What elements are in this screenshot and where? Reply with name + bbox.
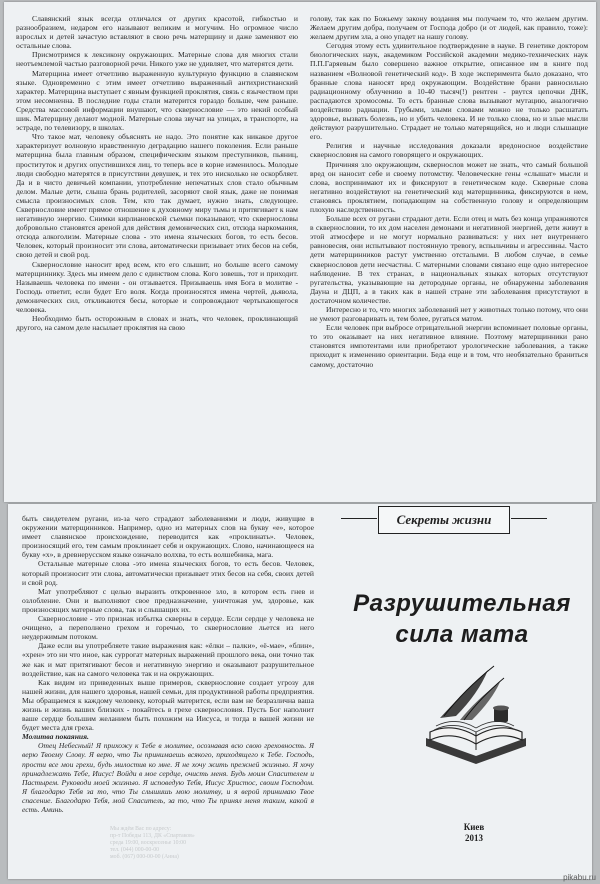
faded-line: моб. (067) 000-00-00 (Анна) <box>110 854 179 860</box>
paragraph: Необходимо быть осторожным в словах и знать, что человек, проклинающий другого, на самом деле насылает проклятия на свою <box>16 314 298 333</box>
article-column-left <box>16 14 298 490</box>
paragraph: Даже если вы употребляете такие выражения как: «ёлки – палки», «ё-мае», «блин», «хрен» это ни что иное, как суррогат матерных выражений прошлого века, они точно так же как и мат притягивают бесов и негативную энергию и оказывают разрушительное воздействие, как на самого человека так и на окружающих. <box>22 641 314 678</box>
book-quill-icon <box>420 660 532 768</box>
faded-line: Мы ждём Вас по адресу: <box>110 826 172 832</box>
paragraph: Славянский язык всегда отличался от других красотой, гибкостью и разнообразием, недаром его называют великим и могучим. Но огромное число взрослых и детей зачастую вставляют в свою речь матерщину и даже заменяют ею остальные слова. <box>16 14 298 51</box>
paragraph: Мат употребляют с целью выразить откровенное зло, в котором есть гнев и озлобление. Они и выполняют свое предназначение, уничтожая ум, здоровье, как произносящих матерные слова, так и слышащих их. <box>22 586 314 614</box>
faded-line: тел. (044) 000-00-00 <box>110 847 160 853</box>
city-name: Киев <box>463 822 485 832</box>
paragraph: Сквернословие - это признак избытка скверны в сердце. Если сердце у человека не очищено, а переполнено грехом и горечью, то сквернословие льется из него неудержимым потоком. <box>22 614 314 642</box>
faded-line: среда 19:00, воскресенье 10:00 <box>110 840 186 846</box>
paragraph: Остальные матерные слова -это имена языческих богов, то есть бесов. Человек, который произносит эти слова, автоматически призывает этих бесов на себя, своих детей и свой род. <box>22 559 314 587</box>
publication-place <box>446 822 502 844</box>
paragraph: Религия и научные исследования доказали вредоносное воздействие сквернословия на самого говорящего и окружающих. <box>310 141 588 160</box>
banner-label: Секреты жизни <box>396 512 492 527</box>
article-column-right <box>310 14 588 492</box>
paragraph: Больше всех от ругани страдают дети. Если отец и мать без конца упражняются в сквернословии, то их дом населен демонами и негативной энергией, дети живут в этой атмосфере и не могут нормально развиваться: у них нет внутреннего равновесия, они испытывают постоянную тревогу, вспыльчивы и агрессивны. Часто дети матерщинников растут умственно отсталыми. В любом случае, в семье сквернословов дети несчастны. С матерными словами связано еще одно интересное наблюдение. В тех странах, в национальных языках которых отсутствуют ругательства, указывающие на детородные органы, не обнаружены заболевания Дауна и ДЦП, а в таких как в нашей стране эти заболевания присутствуют в достаточном количестве. <box>310 214 588 305</box>
paragraph: Что такое мат, человеку объяснять не надо. Это понятие как никакое другое характеризует волновую нравственную деградацию нашего поколения. Если раньше матерщина была главным образом, специфическим языком преступников, пьяниц, проституток и других опустившихся лиц, то теперь все в корне изменилось. Молодые люди свободно матерятся в присутствии девушек, и тех это нисколько не оскорбляет. Да и в чисто девичьей компании, употребление непечатных слов стало обычным делом. Малые дети, слыша брань родителей, засоряют свой язык, даже не понимая смысла произносимых слов. Тем, кто так думает, нужно знать, следующее. Сквернословие имеет прямое отношение к духовному миру тьмы и притягивает к нам негативную энергию. Снимки кирлиановской съемки показывают, что сквернословы добровольно становятся ареной для действия демонических сил, отсюда наркомания, отсюда алкоголизм. Матерные слова - это имена языческих богов, то есть бесов. Человек, который произносит эти слова, автоматически призывает этих бесов на себя, свою детей и свой род. <box>16 132 298 260</box>
paragraph: Как видим из приведенных выше примеров, сквернословие создает угрозу для нашей жизни, для нашего здоровья, нашей семьи, для продуктивной работы предприятия. Мы обращаемся к каждому человеку, который матерится, если вам не безразлична ваша жизнь и жизнь ваших близких - покайтесь в грехе сквернословия. Пусть Бог наполнит ваше сердце большим желанием быть похожим на Иисуса, и тогда в вашей жизни не будет места для греха. <box>22 677 314 733</box>
faded-line: пр-т Победы 113, ДК «Спартаков» <box>110 833 195 839</box>
paragraph: Если человек при выбросе отрицательной энергии вспоминает половые органы, то это оказывает на них негативное влияние. Поэтому матерщинники рано становятся импотентами или приобретают урологические заболевания, а также приходит к изменению ориентации. Беда еще и в том, что необязательно браниться самому, достаточно <box>310 323 588 369</box>
prayer-heading: Молитва покаяния. <box>22 732 89 742</box>
article-column-bottom <box>22 514 314 870</box>
prayer-text: Отец Небесный! Я прихожу к Тебе в молитве, осознавая всю свою греховность. Я верю Твоему Слову. Я верю, что Ты принимаешь всякого, приходящего к Тебе. Господь, прости все мои грехи, будь милостив ко мне. Я не хочу жить прежней жизнью. Я хочу принадлежать Тебе, Иисус! Войди в мое сердце, очисть меня. Будь моим Спасителем и Пастырем. Руководи моей жизнью. Я исповедую Тебя, Иисус Христос, своим Господом. Я благодарю Тебя за то, что Ты слышишь мою молитву, и я верой принимаю Твое спасение. Благодарю Тебя, мой Спаситель, за то, что Ты принял меня таким, какой я есть. Аминь. <box>22 741 314 814</box>
paragraph: Причиняя зло окружающим, сквернослов может не знать, что самый большой вред он наносит себе и своему потомству. Человеческие гены «слышат» мысли и слова, воспринимают их и фиксируют в генетическом коде. Скверные слова негативно воздействуют на генетический код матерщинника, фиксируются в нем, становясь проклятием, попадающим на собственную голову и определяющим плохую наследственность. <box>310 159 588 214</box>
flyer-page-top <box>4 2 596 502</box>
paragraph: голову, так как по Божьему закону воздания мы получаем то, что желаем другим. Желаем другим добра, получаем от Господа добро (и от людей, как правило, тоже): желаем другим зла, а оно упадет на нашу голову. <box>310 14 588 42</box>
paragraph: Сквернословие наносит вред всем, кто его слышит, но больше всего самому матерщиннику. Здесь мы имеем дело с единством слова. Кого зовешь, тот и приходит. Называешь человека по имени - он отзывается. Призываешь имя Бога в молитве - Господь ответит, если будет Его воля. Когда произносятся имена чертей, дьявола, демонических сил, откликаются бесы, которые и сопровождают чертыхающегося человека. <box>16 259 298 314</box>
paragraph: быть свидетелем ругани, из-за чего страдают заболеваниями и люди, живущие в окружении матерщинников. Например, одно из матерных слов на букву «е», которое имеет славянское происхождение, переводится как «проклинать». Человек, произносящий его, тем самым проклинает себя и окружающих. Слово, начинающееся на букву «х», в древнерусском языке означало волхва, то есть волшебника, мага. <box>22 514 314 560</box>
brochure-title: Разрушительная сила мата <box>353 590 571 648</box>
paragraph: Матерщина имеет отчетливо выраженную культурную функцию в славянском языке. Одновременно с этим имеет отчетливо выраженный антихристианский характер. Матерщина выступает с явным функцией проклятия, связь с язычеством при этом несомненна. В последние годы стали матерится гораздо больше, чем раньше. Средства массовой информации внушают, что сквернословие — это некий особый шик. Матерщину делают модной. Матерные слова звучат на улицах, в транспорте, на эстраде, по телевизору, в школах. <box>16 68 298 133</box>
paragraph: Присмотримся к лексикону окружающих. Матерные слова для многих стали неотъемлемой частью разговорной речи. Никого уже не удивляет, что матерятся дети. <box>16 50 298 69</box>
source-watermark: pikabu.ru <box>563 873 596 882</box>
section-banner <box>378 506 510 534</box>
faded-contact-block <box>110 826 280 861</box>
paragraph: Сегодня этому есть удивительное подтверждение в науке. В генетике доктором биологических наук, академиком Российской академии медико-технических наук П.П.Гаряевым было совершено важное открытие, описанное им в книге под названием «Волновой генетический код». В ходе эксперимента было доказано, что бранные слова наносят вред окружающим. Воздействие брани равносильно радиационному облучению в 10-40 тысяч(!) рентген - рвутся цепочки ДНК, распадаются хромосомы. То есть бранные слова вызывают мутацию, аналогично воздействию радиации. Грубыми, злыми словами можно не только расшатать здоровье, вызвать болезнь, но и убить человека. И не только слова, но и злые мысли действуют разрушительно. Страдает не только матерящийся, но и люди слышащие его. <box>310 41 588 142</box>
publication-year: 2013 <box>465 833 483 843</box>
paragraph: Интересно и то, что многих заболеваний нет у животных только потому, что они не умеют разговаривать и, тем более, ругаться матом. <box>310 305 588 324</box>
